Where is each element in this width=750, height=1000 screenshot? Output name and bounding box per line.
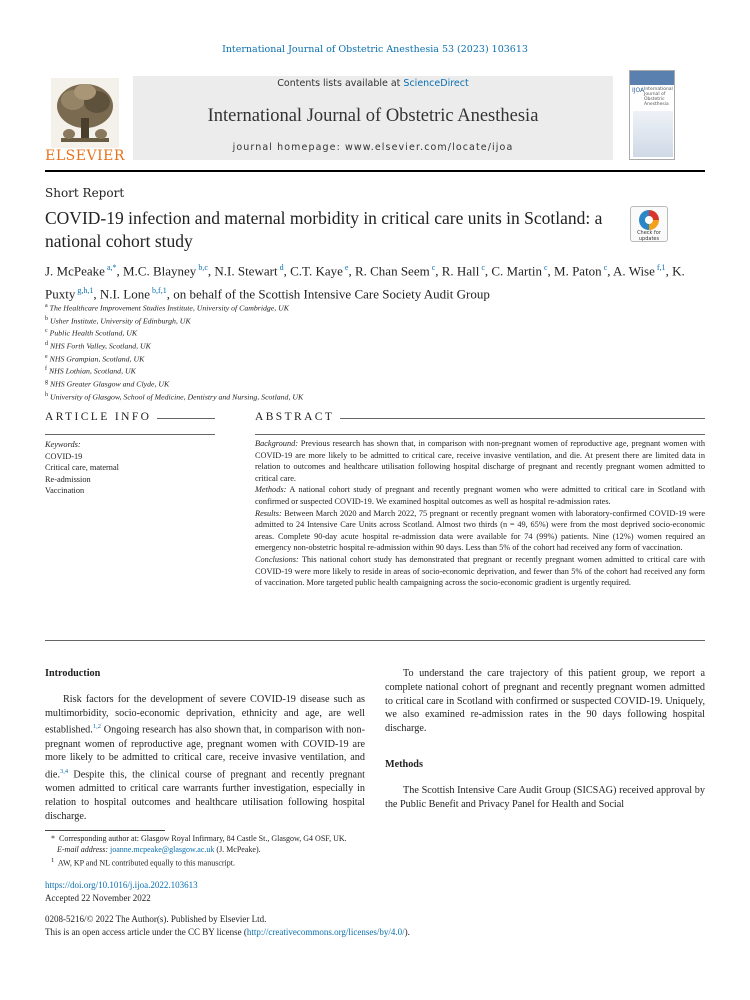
journal-header [45,68,705,164]
affiliation-item [45,390,705,403]
author-separator: , [607,263,614,279]
body-text: Risk factors for the development of severe COVID-19 disease such as multimorbidity, socio-economic deprivation, ethnicity and age, are well established. [45,693,365,736]
author-affiliation-marker[interactable]: f,1 [654,263,666,272]
author-affiliation-marker[interactable]: c [479,263,485,272]
journal-reference-link[interactable]: International Journal of Obstetric Anesthesia 53 (2023) 103613 [222,44,528,55]
affiliation-item [45,314,705,327]
methods-heading: Methods [385,758,423,770]
equal-contribution-note [45,855,705,869]
contents-line [133,78,613,89]
crossmark-label: Check for updates [637,230,661,242]
author-affiliation-marker[interactable]: c [541,263,548,272]
abstract-divider [255,434,705,435]
author-affiliation-marker[interactable]: g,h,1 [75,286,94,296]
affiliation-item [45,352,705,365]
abstract-conclusions [255,554,705,589]
author-name[interactable]: M. Paton [554,263,602,279]
author-name[interactable]: A. Wise [613,263,655,279]
author-separator: , [484,263,492,279]
affiliation-key: d [45,341,48,348]
accepted-date: Accepted 22 November 2022 [45,893,151,903]
author-separator: , [547,263,555,279]
citation-link[interactable]: 1,2 [92,723,101,731]
abstract-section-heading: Results: [255,508,282,518]
author-name[interactable]: K. Puxty [45,263,685,302]
abstract-section-heading: Background: [255,439,299,448]
affiliation-text: University of Glasgow, School of Medicine, Dentistry and Nursing, Scotland, UK [48,392,304,402]
license-prefix: This is an open access article under the CC BY license ( [45,927,247,937]
keywords-heading: Keywords: [45,440,81,449]
cover-image [633,111,673,157]
keyword: Critical care, maternal [45,463,119,473]
author-affiliation-marker[interactable]: d [277,263,284,272]
journal-title: International Journal of Obstetric Anesthesia [207,106,539,126]
abstract-results [255,508,705,554]
affiliation-item [45,326,705,339]
affiliation-key: f [45,366,47,373]
abstract-section-text: This national cohort study has demonstrated that pregnant or recently pregnant women admitted to critical care with COVID-19 were more likely to reside in areas of socio-economic deprivation, and fewer than 5% of the cohort had received any form of vaccination. More targeted public health campaigning across the socio-economic gradient is urgently required. [255,554,705,588]
introduction-heading: Introduction [45,668,101,679]
affiliation-key: h [45,391,48,398]
email-link[interactable]: joanne.mcpeake@glasgow.ac.uk [110,845,215,855]
citation-link[interactable]: 3,4 [60,768,69,776]
abstract-section-text: Between March 2020 and March 2022, 75 pregnant or recently pregnant women with laboratory-confirmed COVID-19 were admitted to 24 Intensive Care Units across Scotland. Almost two thirds (n = 49, 65%) were from the most deprived socio-economic areas. Complete 90-day acute hospital re-admission data were available for 74 (99%) patients. Nine (12%) women required an emergency non-obstetric hospital re-admission within 90 days. Less than 5% of the cohort had received any form of vaccination. [255,508,706,553]
abstract-section-heading: Conclusions: [255,554,299,564]
email-suffix: (J. McPeake). [216,845,261,855]
footnote-divider [45,830,165,831]
article-title: COVID-19 infection and maternal morbidity in critical care units in Scotland: a national cohort study [45,208,603,251]
author-affiliation-marker[interactable]: a,* [104,263,117,272]
author-separator: , [283,263,291,279]
article-info-label: ARTICLE INFO [45,411,157,423]
abstract-section-heading: Methods: [255,485,287,495]
affiliation-text: NHS Forth Valley, Scotland, UK [48,341,151,351]
author-affiliation-marker[interactable]: b,c [196,263,208,272]
article-type: Short Report [45,186,125,200]
methods-paragraph: The Scottish Intensive Care Audit Group (SICSAG) received approval by the Public Benefit and Privacy Panel for Health and Social [385,784,705,810]
elsevier-logo[interactable] [45,78,125,164]
abstract-background [255,438,705,484]
author-affiliation-marker[interactable]: c [429,263,436,272]
journal-cover-thumbnail[interactable] [629,70,675,160]
author-affiliation-marker[interactable]: b,f,1 [150,286,167,296]
contents-prefix: Contents lists available at [277,78,404,89]
cover-abbrev: IJOA [632,87,645,94]
body-text: Despite this, the clinical course of pregnant and recently pregnant women admitted to critical care warrants further investigation, especially in relation to hospital outcomes and healthcare utilisation following hospital discharge. [45,769,365,822]
affiliation-key: c [45,328,48,335]
journal-banner [133,76,613,160]
abstract-methods [255,484,705,507]
affiliation-text: Usher Institute, University of Edinburgh, UK [48,316,191,326]
author-group-suffix: on behalf of the Scottish Intensive Care Society Audit Group [173,286,490,302]
affiliation-item [45,301,705,314]
cover-bar [630,71,674,85]
doi-link[interactable]: https://doi.org/10.1016/j.ijoa.2022.103613 [45,880,198,890]
author-list [45,258,705,305]
article-info-divider [45,434,215,435]
check-for-updates-badge[interactable] [630,206,668,242]
body-column-right [385,667,705,811]
elsevier-tree-icon [51,78,119,148]
author-name[interactable]: N.I. Stewart [214,263,278,279]
author-separator: , [348,263,355,279]
author-separator: , [435,263,442,279]
affiliation-key: a [45,303,48,309]
corresponding-author-note [45,833,705,844]
affiliation-list [45,301,705,403]
author-name[interactable]: C.T. Kaye [290,263,343,279]
copyright-line: 0208-5216/© 2022 The Author(s). Published by Elsevier Ltd. [45,914,267,924]
license-link[interactable]: http://creativecommons.org/licenses/by/4.0/ [246,927,405,937]
affiliation-key: b [45,315,48,322]
affiliation-item [45,339,705,352]
email-label: E-mail address: [57,845,109,855]
author-separator: , [166,286,174,302]
affiliation-text: The Healthcare Improvement Studies Institute, University of Cambridge, UK [47,303,289,313]
author-separator: , [93,286,100,302]
author-affiliation-marker[interactable]: c [601,263,608,272]
cover-title: International Journal of Obstetric Anesthesia [644,87,673,107]
introduction-paragraph-2: To understand the care trajectory of this patient group, we report a complete national cohort of pregnant and recently pregnant women admitted to critical care in Scotland with confirmed or suspected COVID-19. Uniquely, we also examined re-admission rates in the 90 days following hospital discharge. [385,668,705,735]
equal-contribution-text: AW, KP and NL contributed equally to this manuscript. [57,859,235,869]
license-line [45,927,410,937]
affiliation-key: e [45,353,48,360]
affiliation-text: Public Health Scotland, UK [47,328,138,338]
abstract-bottom-divider [45,640,705,641]
author-name[interactable]: N.I. Lone [99,286,151,302]
affiliation-text: NHS Lothian, Scotland, UK [47,367,136,377]
abstract-section-text: A national cohort study of pregnant and recently pregnant women who were admitted to critical care in Scotland with confirmed or suspected COVID-19. We examined hospital outcomes as well as hospital re-admission rates. [255,485,705,506]
author-affiliation-marker[interactable]: e [342,263,349,272]
affiliation-item [45,377,705,390]
journal-homepage[interactable]: journal homepage: www.elsevier.com/locate/ijoa [232,142,514,153]
affiliation-key: g [45,379,48,386]
author-name[interactable]: C. Martin [491,263,542,279]
author-name[interactable]: R. Chan Seem [354,263,430,279]
introduction-paragraph [45,693,365,824]
affiliation-item [45,364,705,377]
corresponding-author-text: Corresponding author at: Glasgow Royal Infirmary, 84 Castle St., Glasgow, G4 OSF, UK. [59,834,347,843]
affiliation-text: NHS Grampian, Scotland, UK [47,354,145,364]
footnote-mark: 1 [51,857,55,865]
keywords-block [45,439,225,497]
abstract-section-text: Previous research has shown that, in comparison with non-pregnant women of reproductive age, pregnant women with COVID-19 are more likely to be admitted to critical care, receive invasive ventilation, and die. At present there are limited data in relation to outcomes and healthcare utilisation following hospital discharge of pregnant and recently pregnant women admitted to critical care. [255,439,705,483]
sciencedirect-link[interactable]: ScienceDirect [403,78,469,89]
keyword: Vaccination [45,486,85,496]
keyword: Re-admission [45,474,91,484]
abstract-body [255,438,705,589]
affiliation-text: NHS Greater Glasgow and Clyde, UK [48,379,170,389]
body-text: Ongoing research has also shown that, in comparison with non-pregnant women of reproductive age, pregnant women with COVID-19 are more likely to be admitted to critical care, receive invasive ventilation, and die. [45,724,365,781]
author-separator: , [665,263,673,279]
abstract-label: ABSTRACT [255,411,340,423]
crossmark-icon [639,210,659,230]
header-divider [45,170,705,172]
elsevier-wordmark: ELSEVIER [45,148,125,164]
author-separator: , [207,263,215,279]
license-suffix: ). [404,927,410,937]
keyword: COVID-19 [45,451,83,461]
email-note [45,844,705,855]
body-column-left [45,667,365,824]
footnotes [45,833,705,869]
author-name[interactable]: M.C. Blayney [123,263,197,279]
author-name[interactable]: J. McPeake [45,263,105,279]
footnote-mark: * [51,834,55,843]
author-name[interactable]: R. Hall [441,263,480,279]
author-separator: , [116,263,123,279]
